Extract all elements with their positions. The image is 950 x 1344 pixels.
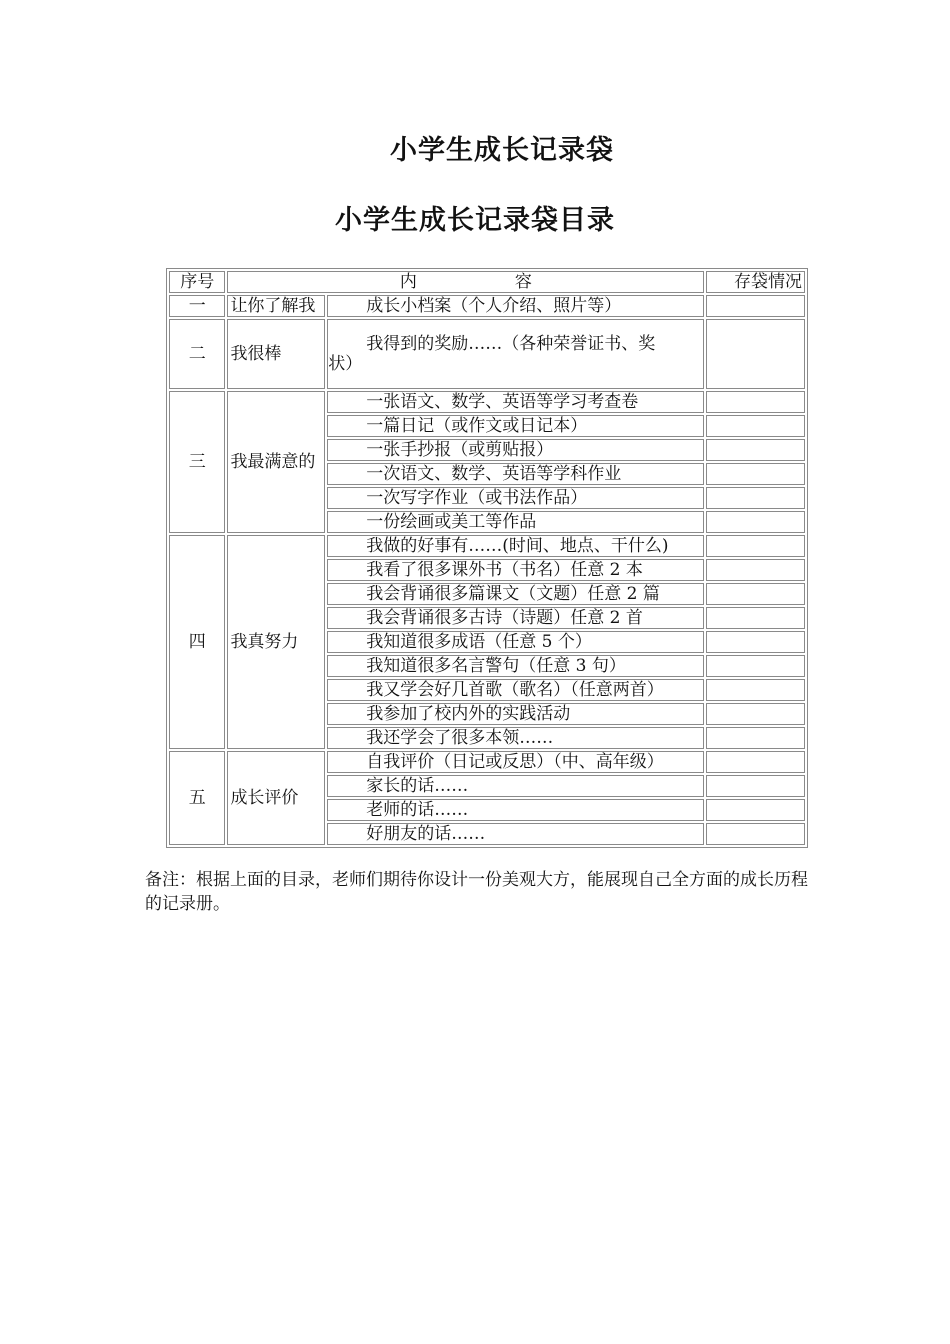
storage-cell — [706, 559, 805, 581]
item-text-line1: 我得到的奖励……（各种荣誉证书、奖 — [366, 334, 656, 354]
item-text: 我又学会好几首歌（歌名）（任意两首） — [327, 679, 704, 701]
section-category: 我很棒 — [227, 319, 325, 389]
item-text: 我知道很多名言警句（任意 3 句） — [327, 655, 704, 677]
item-text: 我看了很多课外书（书名）任意 2 本 — [327, 559, 704, 581]
footnote: 备注：根据上面的目录，老师们期待你设计一份美观大方，能展现自己全方面的成长历程的记录册。 — [145, 870, 808, 914]
table-row — [169, 295, 805, 317]
item-text: 家长的话…… — [327, 775, 704, 797]
page-subtitle: 小学生成长记录袋目录 — [335, 205, 615, 236]
item-text: 老师的话…… — [327, 799, 704, 821]
item-text: 我参加了校内外的实践活动 — [327, 703, 704, 725]
storage-cell — [706, 391, 805, 413]
storage-cell — [706, 295, 805, 317]
storage-cell — [706, 751, 805, 773]
section-no: 二 — [169, 319, 225, 389]
storage-cell — [706, 655, 805, 677]
item-text — [327, 319, 704, 389]
section-no: 一 — [169, 295, 225, 317]
storage-cell — [706, 727, 805, 749]
header-storage: 存袋情况 — [706, 271, 805, 293]
section-category: 让你了解我 — [227, 295, 325, 317]
table-row — [169, 391, 805, 413]
storage-cell — [706, 799, 805, 821]
storage-cell — [706, 607, 805, 629]
header-no: 序号 — [169, 271, 225, 293]
table-row — [169, 535, 805, 557]
storage-cell — [706, 487, 805, 509]
item-text: 我会背诵很多篇课文（文题）任意 2 篇 — [327, 583, 704, 605]
storage-cell — [706, 775, 805, 797]
header-content — [227, 271, 704, 293]
header-content-left: 内 — [399, 272, 417, 292]
section-no: 五 — [169, 751, 225, 845]
item-text: 一张手抄报（或剪贴报） — [327, 439, 704, 461]
section-no: 三 — [169, 391, 225, 533]
storage-cell — [706, 439, 805, 461]
storage-cell — [706, 583, 805, 605]
item-text: 一张语文、数学、英语等学习考查卷 — [327, 391, 704, 413]
contents-table — [166, 268, 808, 848]
item-text: 一份绘画或美工等作品 — [327, 511, 704, 533]
storage-cell — [706, 463, 805, 485]
storage-cell — [706, 535, 805, 557]
item-text: 我还学会了很多本领…… — [327, 727, 704, 749]
storage-cell — [706, 319, 805, 389]
item-text: 自我评价（日记或反思）（中、高年级） — [327, 751, 704, 773]
section-category: 成长评价 — [227, 751, 325, 845]
storage-cell — [706, 703, 805, 725]
storage-cell — [706, 679, 805, 701]
item-text: 成长小档案（个人介绍、照片等） — [327, 295, 704, 317]
item-text: 好朋友的话…… — [327, 823, 704, 845]
section-no: 四 — [169, 535, 225, 749]
item-text: 一次写字作业（或书法作品） — [327, 487, 704, 509]
header-content-right: 容 — [514, 272, 532, 292]
page-title: 小学生成长记录袋 — [390, 135, 614, 166]
storage-cell — [706, 823, 805, 845]
table-row — [169, 319, 805, 389]
item-text: 我做的好事有……(时间、地点、干什么) — [327, 535, 704, 557]
storage-cell — [706, 631, 805, 653]
section-category: 我真努力 — [227, 535, 325, 749]
item-text: 一次语文、数学、英语等学科作业 — [327, 463, 704, 485]
storage-cell — [706, 511, 805, 533]
item-text: 我知道很多成语（任意 5 个） — [327, 631, 704, 653]
item-text: 我会背诵很多古诗（诗题）任意 2 首 — [327, 607, 704, 629]
table-row — [169, 751, 805, 773]
item-text: 一篇日记（或作文或日记本） — [327, 415, 704, 437]
section-category: 我最满意的 — [227, 391, 325, 533]
storage-cell — [706, 415, 805, 437]
item-text-line2: 状） — [328, 354, 363, 374]
table-header-row — [169, 271, 805, 293]
